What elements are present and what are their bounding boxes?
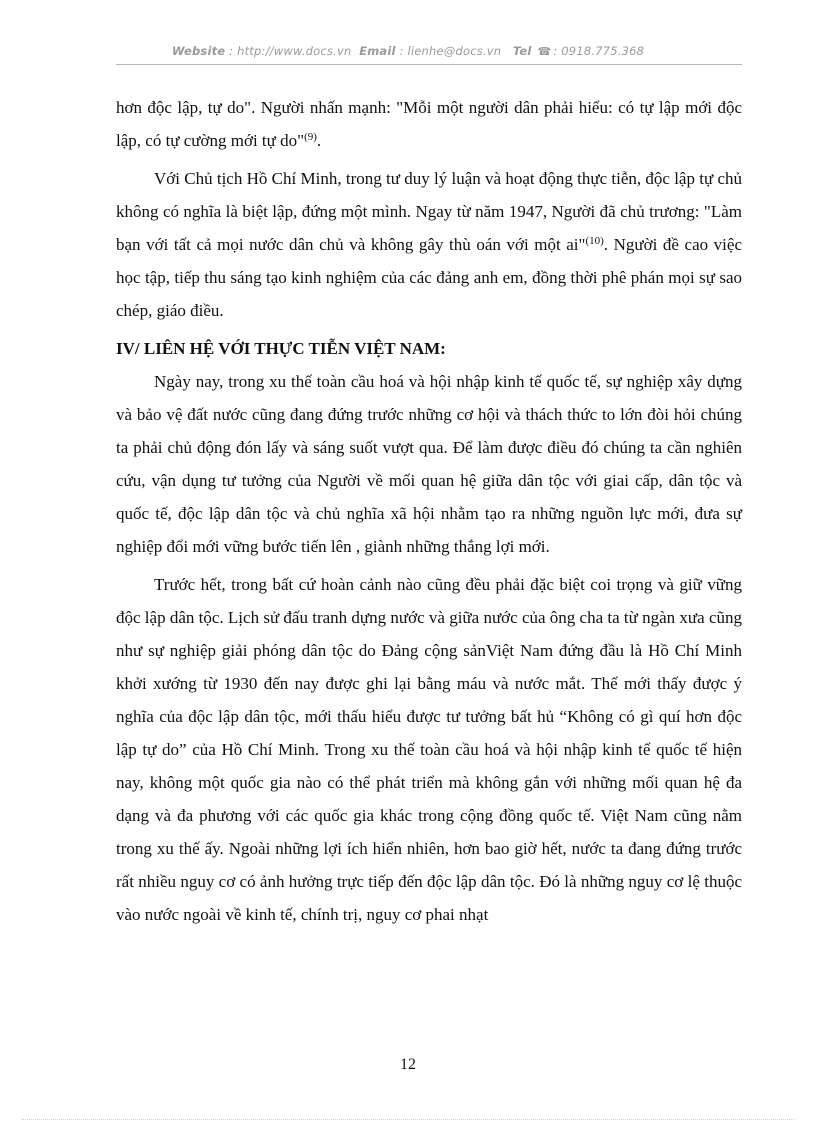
paragraph-1-end: . [316, 131, 322, 150]
paragraph-1-text: hơn độc lập, tự do". Người nhấn mạnh: "Mỗi một người dân phải hiểu: có tự lập mới độc lập, có tự cường mới tự do" [116, 98, 742, 150]
website-label: Website [171, 44, 226, 58]
tel-value: : 0918.775.368 [553, 44, 645, 58]
paragraph-2-end: . Người đề cao việc học tập, tiếp thu sáng tạo kinh nghiệm của các đảng anh em, đồng thời phê phán mọi sự sao chép, giáo điều. [116, 235, 742, 320]
footnote-ref-9: (9) [304, 131, 317, 143]
email-label: Email [359, 44, 396, 58]
header-divider [116, 64, 742, 65]
paragraph-2-text: Với Chủ tịch Hồ Chí Minh, trong tư duy lý luận và hoạt động thực tiễn, độc lập tự chủ không có nghĩa là biệt lập, đứng một mình. Ngay từ năm 1947, Người đã chủ trương: "Làm bạn với tất cả mọi nước dân chủ và không gây thù oán với một ai" [116, 169, 742, 254]
page-number: 12 [400, 1056, 416, 1073]
paragraph-2 [116, 162, 742, 327]
paragraph-4: Trước hết, trong bất cứ hoàn cảnh nào cũng đều phải đặc biệt coi trọng và giữ vững độc lập dân tộc. Lịch sử đấu tranh dựng nước và giữa nước của ông cha ta từ ngàn xưa cũng như sự nghiệp giải phóng dân tộc do Đảng cộng sảnViệt Nam đứng đầu là Hồ Chí Minh khởi xướng từ 1930 đến nay được ghi lại bằng máu và nước mắt. Thế mới thấy được ý nghĩa của độc lập dân tộc, mới thấu hiểu được tư tưởng bất hủ “Không có gì quí hơn độc lập tự do” của Hồ Chí Minh. Trong xu thế toàn cầu hoá và hội nhập kinh tế quốc tế hiện nay, không một quốc gia nào có thể phát triển mà không gắn với những mối quan hệ đa dạng và đa phương với các quốc gia khác trong cộng đồng quốc tế. Việt Nam cũng nằm trong xu thế ấy. Ngoài những lợi ích hiển nhiên, hơn bao giờ hết, nước ta đang đứng trước rất nhiều nguy cơ có ảnh hưởng trực tiếp đến độc lập dân tộc. Đó là những nguy cơ lệ thuộc vào nước ngoài về kinh tế, chính trị, nguy cơ phai nhạt [116, 575, 742, 924]
email-value: : lienhe@docs.vn [399, 44, 502, 58]
footnote-ref-10: (10) [585, 235, 604, 247]
tel-label: Tel [512, 44, 532, 58]
paragraph-3: Ngày nay, trong xu thế toàn cầu hoá và hội nhập kinh tế quốc tế, sự nghiệp xây dựng và bảo vệ đất nước cũng đang đứng trước những cơ hội và thách thức to lớn đòi hỏi chúng ta phải chủ động đón lấy và sáng suốt vượt qua. Để làm được điều đó chúng ta cần nghiên cứu, vận dụng tư tưởng của Người về mối quan hệ giữa dân tộc với giai cấp, dân tộc và quốc tế, độc lập dân tộc và chủ nghĩa xã hội nhằm tạo ra những nguồn lực mới, đưa sự nghiệp đổi mới vững bước tiến lên , giành những thắng lợi mới. [116, 372, 742, 556]
paragraph-1 [116, 91, 742, 157]
footer-divider [22, 1119, 794, 1120]
page-header [0, 44, 816, 58]
section-heading: IV/ LIÊN HỆ VỚI THỰC TIỄN VIỆT NAM: [116, 339, 446, 358]
document-body [116, 91, 742, 931]
website-value: : http://www.docs.vn [229, 44, 352, 58]
phone-icon: ☎ [537, 45, 552, 58]
